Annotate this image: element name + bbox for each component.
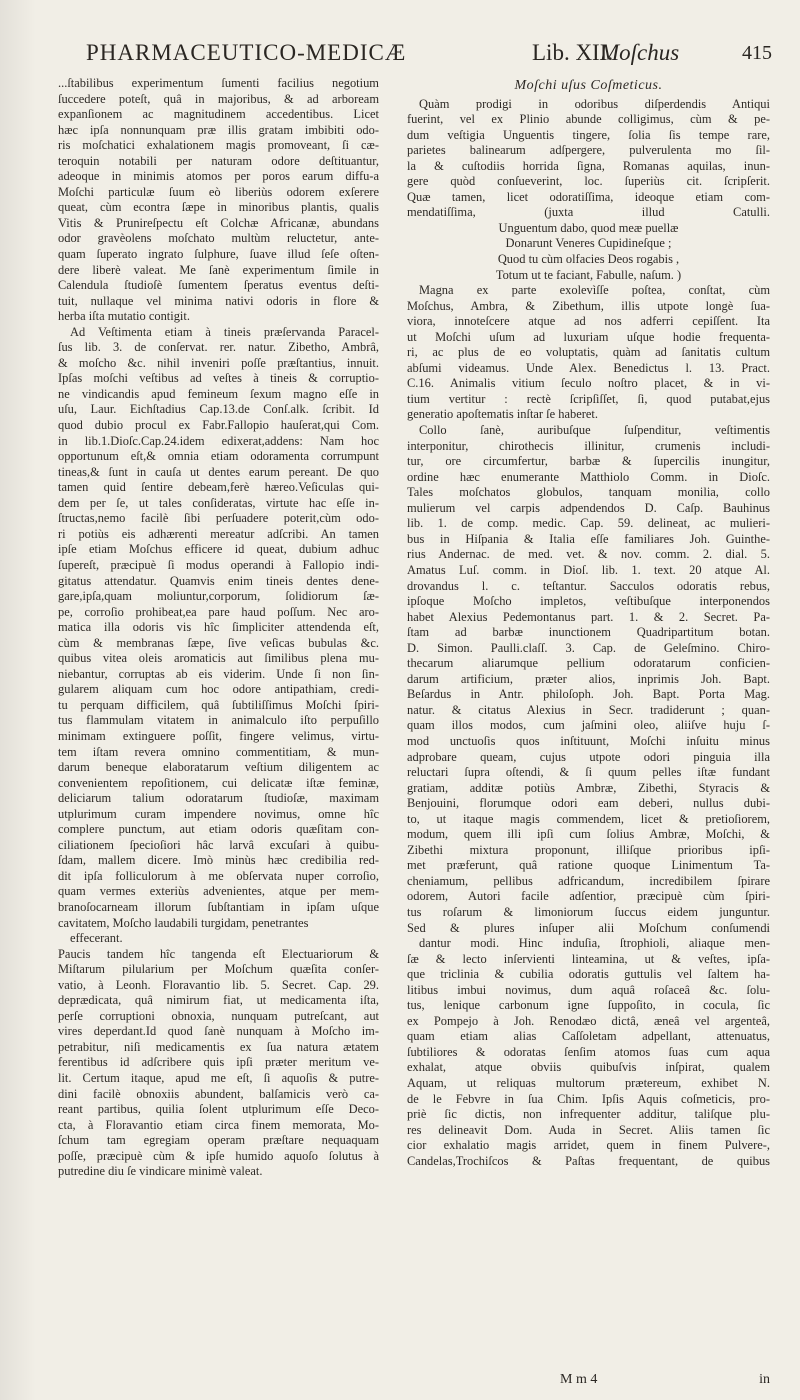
text-line: ordine hæc enumerante Matthiolo Comm. in Dioſc. <box>407 469 770 484</box>
text-line: odorem, Autori facile adſentior, præcipuè cùm ſpiri- <box>407 889 770 904</box>
text-line: ſupereſt, præcipuè ſi modus operandi à Fallopio indi- <box>58 557 379 572</box>
text-line: abſumi videamus. Unde Alex. Benedictus l. 13. Pract. <box>407 360 770 375</box>
text-line: Vitis & Prunireſpectu eſt Colchæ Africanæ, abundans <box>58 215 379 230</box>
text-line: ri, ac plus de eo voluptatis, quàm ad ſanitatis cultum <box>407 345 770 360</box>
text-line: reant partibus, quilia ſolent utplurimum eſſe Deco- <box>58 1102 379 1117</box>
text-line: generatio apoſtematis inſtar ſe haberet. <box>407 407 598 422</box>
text-line: to, ut itaque magis commendem, licet & pretioſiorem, <box>407 811 770 826</box>
text-line: perſe corruptioni obnoxia, nunquam putreſcant, aut <box>58 1008 379 1023</box>
text-line: tus, lenique carbonum igne ſuppoſito, in cocula, ſic <box>407 998 770 1013</box>
book-number: Lib. XII. <box>532 40 614 65</box>
text-line: utplurimum curam impendere novimus, omne hîc <box>58 806 379 821</box>
text-line: dem per ſe, ut tales conſideratas, virtute hac eſſe in- <box>58 495 379 510</box>
text-line: tus flammulam vitatem in animalculo iſto perpuſillo <box>58 713 379 728</box>
text-line: lit. Certum itaque, apud me eſt, ſi aquoſis & putre- <box>58 1071 379 1085</box>
text-line: herba iſta mutatio contigit. <box>58 309 190 324</box>
text-line: Miſtarum pilularium per Moſchum quæſita conſer- <box>58 962 379 977</box>
text-line: putredine diu ſe vindicare minimè valeat. <box>58 1164 263 1179</box>
text-line: C.16. Animalis vitium ſeculo noſtro placet, & in vi- <box>407 376 770 391</box>
text-line: Calendula ſtudioſè ſumentem ſperatus eventus deſti- <box>58 278 379 293</box>
text-line: hæc ipſa nonnunquam præ illis gratam imbibiti odo- <box>58 122 379 137</box>
text-line: thecarum aliarumque pellium odoratarum conficien- <box>407 656 770 671</box>
text-line: darum beneque elaboratarum veſtium diligentem ac <box>58 760 379 775</box>
text-line: queat, cùm econtra ſæpe in minoribus plantis, qualis <box>58 200 379 215</box>
text-line: ri potiùs eis adhærenti mereatur adſcribi. An tamen <box>58 526 379 541</box>
text-line: ſuccedere poteſt, quâ in majoribus, & ad arboream <box>58 91 379 106</box>
text-line: petrabitur, niſi medicamentis ex ſua natura ætatem <box>58 1039 379 1054</box>
text-line: lib. 1. de comp. medic. Cap. 59. delineat, ac mulieri- <box>407 516 770 531</box>
text-line: gularem aliquam cum hoc odore antipathiam, credi- <box>58 682 379 697</box>
text-line: ipſe etiam Moſchus efficere id queat, dubium adhuc <box>58 542 379 557</box>
text-line: cavitatem, Moſcho laudabili turgidam, penetrantes <box>58 915 309 930</box>
text-line: rius Andernac. de med. vet. & nov. comm. 2. dial. 5. <box>407 547 770 562</box>
binding-shadow <box>0 0 36 1400</box>
text-line: tium vertitur : rectè ſcripſiſſet, ſi, quod putabat,ejus <box>407 391 770 406</box>
text-line: darum artificium, præter alios, inprimis Joh. Bapt. <box>407 671 770 686</box>
text-line: ipſoque Moſcho impletos, veſtibuſque interponendos <box>407 594 770 609</box>
text-line: gitatus attendatur. Quamvis enim tineis dentes dene- <box>58 573 379 588</box>
text-line: ex Pompejo à Joh. Renodæo dictâ, æneâ vel argenteâ, <box>407 1013 770 1028</box>
text-line: priè ſic dictis, non infrequenter additur, taliſque plu- <box>407 1107 770 1122</box>
text-line: dum veſtigia Unguentis tingere, ſolia ſis tempe rare, <box>407 127 770 142</box>
text-line: ris moſchatici exhalationem magis promoveant, ſi cæ- <box>58 138 379 153</box>
text-line: convenientem repoſitionem, cui delicatæ iſtæ feminæ, <box>58 775 379 790</box>
text-line: tuit, nullaque vel minima nativi odoris in flore & <box>58 293 379 308</box>
text-line: natur. & citatus Alexius in Secr. tradiderunt ; quan- <box>407 702 770 717</box>
text-line: cheniamum, pellibus adfricandum, incredibilem ſpirare <box>407 873 770 888</box>
text-line: cta, à Floravantio etiam circa finem memorata, Mo- <box>58 1117 379 1132</box>
text-line: tu perquam difficilem, quâ ſubtiliſſimus Moſchi ſpiri- <box>58 697 379 712</box>
text-line: bus in Hiſpania & Italia eſſe familiares Joh. Guinthe- <box>407 531 770 546</box>
text-line: branoſocarneam illorum ſubſtantiam in ipſam uſque <box>58 899 379 914</box>
text-line: Unguentum dabo, quod meæ puellæ <box>498 220 679 235</box>
text-line: odor gravèolens moſchato multùm reluctetur, ante- <box>58 231 379 246</box>
section-heading: Moſchi uſus Coſmeticus. <box>514 78 663 93</box>
text-line: Aquam, ut reliquas multorum prætereum, exhibet N. <box>407 1076 770 1090</box>
text-line: D. Simon. Paulli.claſſ. 3. Cap. de Geleſmino. Chiro- <box>407 640 770 655</box>
text-line: gratiam, additæ potiùs Ambræ, Zibethi, Styracis & <box>407 780 770 795</box>
text-line: ne vindicandis apud femineum ſexum magno eſſe in <box>58 386 379 401</box>
text-line: ciliationem ſpecioſiori hâc larvâ excuſari à quibu- <box>58 837 379 852</box>
text-line: gere quòd conſueverint, loc. ſuperiùs cit. ſcripſerit. <box>407 174 770 189</box>
text-line: mod unctuoſis quos inſtituunt, Moſchi inſuitu minus <box>407 733 770 748</box>
text-line: ſus lib. 3. de conſervat. rer. natur. Zibetho, Ambrâ, <box>58 340 379 355</box>
text-line: quam ſuperato ingrato ſulphure, ſuave illud ſeſe oſten- <box>58 247 379 262</box>
text-line: parietes balinearum adſpergere, pulverulenta mo ſil- <box>407 143 770 158</box>
text-line: res delineavit Dom. Auda in Secret. Aliis tamen ſic <box>407 1122 770 1137</box>
text-line: mulierum vel carpis adpendendos D. Caſp. Bauhinus <box>407 500 770 515</box>
text-line: Amatus Luſ. comm. in Dioſ. lib. 1. text. 20 atque Al. <box>407 562 770 577</box>
text-line: mendatiſſima, (juxta illud Catulli. <box>407 205 770 220</box>
text-line: dini facilè obnoxiis abundent, balſamicis verò ca- <box>58 1086 379 1101</box>
text-line: cùm & membranas ſæpe, ſive veſicas bubulas &c. <box>58 635 379 650</box>
text-line: la & cuſtodiis horrida ſigna, Romanas aquilas, inun- <box>407 158 770 173</box>
text-line: de le Febvre in ſua Chim. Ipſis Aquis coſmeticis, pro- <box>407 1091 770 1106</box>
text-line: interponitur, chirothecis illinitur, crumenis includi- <box>407 438 770 453</box>
text-line: ...ſtabilibus experimentum ſumenti facilius negotium <box>58 76 379 90</box>
text-line: opportunum eſt,& omnia etiam odoramenta corrumpunt <box>58 449 379 464</box>
text-line: ſtructas,nemo facilè ſibi perſuadere poterit,cùm odo- <box>58 511 379 526</box>
right-column <box>407 76 770 1169</box>
text-line: reluctari ſupra oſtendi, & ſi quum pelles iſtæ fundant <box>407 765 770 780</box>
text-line: deliciarum talium odoratarum ſtudioſæ, maximam <box>58 791 379 806</box>
text-line: modum, quem illi ipſi cum ſolius Ambræ, Moſchi, & <box>407 827 770 842</box>
text-line: dit ipſa folliculorum à me obſervata nuper corroſio, <box>58 868 379 883</box>
text-line: uſu, Laur. Eichſtadius Cap.13.de Conſ.alk. ſcribit. Id <box>58 402 379 417</box>
text-line: Quod tu cùm olfacies Deos rogabis , <box>497 252 680 267</box>
text-line: met præferunt, quâ ratione quoque Linimentum Ta- <box>407 858 770 873</box>
text-line: tineas,& ſunt in cauſa ut dentes earum pereant. De quo <box>58 464 379 479</box>
text-line: matica illa odoris vis hîc ſimpliciter attendenda eſt, <box>58 620 379 635</box>
text-line: complere punctum, aut etiam odoris quæſitam con- <box>58 822 379 837</box>
text-line: adeoque in minimis atomos per poros earum diffu-a <box>58 169 379 184</box>
catchword: in <box>759 1372 770 1387</box>
text-line: quam illos modos, cum jaſmini oleo, aliiſve huju ſ- <box>407 718 770 733</box>
left-column <box>58 76 379 1180</box>
text-line: pe, corroſio prohibeat,ea pare haud poſſum. Nec aro- <box>58 604 379 619</box>
text-line: Totum ut te faciant, Fabulle, naſum. ) <box>495 267 682 282</box>
text-line: ſæ & lecto inſervienti linteamina, ut & veſtes, ipſa- <box>407 951 770 966</box>
text-line: & moſcho &c. nihil inveniri poſſe præſtantius, innuit. <box>58 355 379 370</box>
text-line: exhalat, atque obviis quibuſvis inſpirat, qualem <box>407 1060 770 1075</box>
text-line: litibus imbui novimus, dum aquâ roſaceâ &c. ſolu- <box>407 982 770 997</box>
text-line: Paucis tandem hîc tangenda eſt Electuariorum & <box>58 946 379 961</box>
text-line: dantur modi. Hinc induſia, ſtrophioli, aliaque men- <box>419 936 770 951</box>
text-line: ſubtiliores & odoratas ſenſim atomos ſuas cum aqua <box>407 1044 770 1059</box>
chapter-topic: Moſchus <box>600 40 680 65</box>
text-line: Quæ tamen, licet odoratiſſima, ideoque etiam com- <box>407 189 770 204</box>
text-line: ferentibus id adſcribere quis ipſi præter meritum ve- <box>58 1055 379 1070</box>
text-line: adprobare queam, cujus utpote odori pinguia illa <box>407 749 770 764</box>
text-line: Ad Veſtimenta etiam à tineis præſervanda Paracel- <box>70 324 379 339</box>
text-line: quam vermes exteriùs advenientes, atque per mem- <box>58 884 379 899</box>
text-line: quam etiam alias Caſſoletam adpellant, attenuatus, <box>407 1029 770 1044</box>
text-line: tem iſtam revera omnino commentitiam, & mun- <box>58 744 379 759</box>
text-line: ſdam, mallem dicere. Imò minùs hæc credibilia red- <box>58 853 379 868</box>
text-line: Sed & plures inſuper alii Moſchum conſumendi <box>407 920 770 935</box>
running-header <box>60 40 772 70</box>
text-line: viora, innoteſcere atque ad nos adferri cepiſſent. Ita <box>407 314 770 329</box>
text-line: effecerant. <box>70 931 123 946</box>
text-line: Moſchi particulæ ſuum eò liberiùs odorem exſerere <box>58 184 379 199</box>
text-line: dere liberè valeat. Me ſanè experimentum ſimile in <box>58 262 379 277</box>
text-line: teroquin notabili per naturam odore deſtituantur, <box>58 153 379 168</box>
text-line: Benjouini, florumque odori eam deberi, nullus dubi- <box>407 796 770 811</box>
text-line: drovandus l. c. teſtantur. Sacculos odoratis rebus, <box>407 578 770 593</box>
text-line: minimam extinguere poſſit, fingere velimus, virtu- <box>58 728 379 743</box>
text-line: Collo ſanè, auribuſque ſuſpenditur, veſtimentis <box>419 423 770 438</box>
text-line: tamen quid ſentire debeam,ferè hæreo.Veſiculas qui- <box>58 480 379 495</box>
text-line: Magna ex parte exolevìſſe poſtea, conſtat, cùm <box>419 283 770 298</box>
text-line: que triclinia & cubilia odoratis guttulis vel ſaltem ha- <box>407 967 770 982</box>
text-line: expanſionem ac magnitudinem accedentibus. Licet <box>58 107 379 122</box>
text-line: ſchum tam egregiam operam præſtare nequaquam <box>58 1133 379 1148</box>
text-line: Candelas,Trochiſcos & Paſtas frequentant, de quibus <box>407 1153 770 1168</box>
text-line: Moſchus, Ambra, & Zibethum, illis utpote longè ſua- <box>407 298 770 313</box>
text-line: habet Alexius Pedemontanus part. 1. & 2. Secret. Pa- <box>407 609 770 624</box>
text-line: quod dubio procul ex Fabr.Fallopio hauſerat,qui Com. <box>58 418 379 433</box>
text-line: Zibethi mixtura proponunt, illiſque prioribus ipſi- <box>407 842 770 857</box>
text-line: Tales moſchatos globulos, tanquam monilia, collo <box>407 485 770 500</box>
text-line: deprædicata, quâ nimirum fiat, ut medicamenta iſta, <box>58 993 379 1008</box>
running-head-title: PHARMACEUTICO-MEDICÆ <box>86 40 407 65</box>
text-line: quibus vitea oleis aromaticis aut ſimilibus plena mu- <box>58 651 379 666</box>
text-line: Donarunt Veneres Cupidineſque ; <box>505 236 672 251</box>
text-line: vires deperdant.Id quod ſanè nunquam à Moſcho im- <box>58 1024 379 1039</box>
text-line: Ipſas moſchi veſtibus ad veſtes à tineis & corruptio- <box>58 371 379 386</box>
signature-mark: M m 4 <box>560 1372 598 1387</box>
text-line: cior exhalatio magis arridet, quem in finem Pulvere-, <box>407 1138 770 1153</box>
text-line: fuerint, vel ex Plinio abunde colligimus, cùm & pe- <box>407 112 770 127</box>
text-line: in lib.1.Dioſc.Cap.24.idem edixerat,addens: Nam hoc <box>58 433 379 448</box>
text-line: niebantur, corruptas ab eis viderim. Unde ſi non ſin- <box>58 666 379 681</box>
text-line: Beſardus in Antr. philoſoph. Joh. Bapt. Porta Mag. <box>407 687 770 702</box>
page-number: 415 <box>742 42 772 64</box>
text-line: tur, ore circumfertur, barbæ & ſupercilis inungitur, <box>407 454 770 469</box>
text-line: poſſe, præcipuè cùm & ipſe humido aquoſo ſolutus à <box>58 1148 379 1163</box>
text-line: gare,ipſa,quam moliuntur,corporum, ſolidiorum ſæ- <box>58 589 379 604</box>
text-line: ſtam ad barbæ inunctionem Quadripartitum botan. <box>407 625 770 640</box>
text-line: Quàm prodigi in odoribus diſperdendis Antiqui <box>419 96 770 111</box>
text-line: tus roſarum & limoniorum ſuccus eidem junguntur. <box>407 904 770 919</box>
text-line: vatio, à Leonh. Floravantio lib. 5. Secret. Cap. 29. <box>58 977 379 992</box>
text-line: ut Moſchi uſum ad luxuriam uſque hodie frequenta- <box>407 329 770 344</box>
